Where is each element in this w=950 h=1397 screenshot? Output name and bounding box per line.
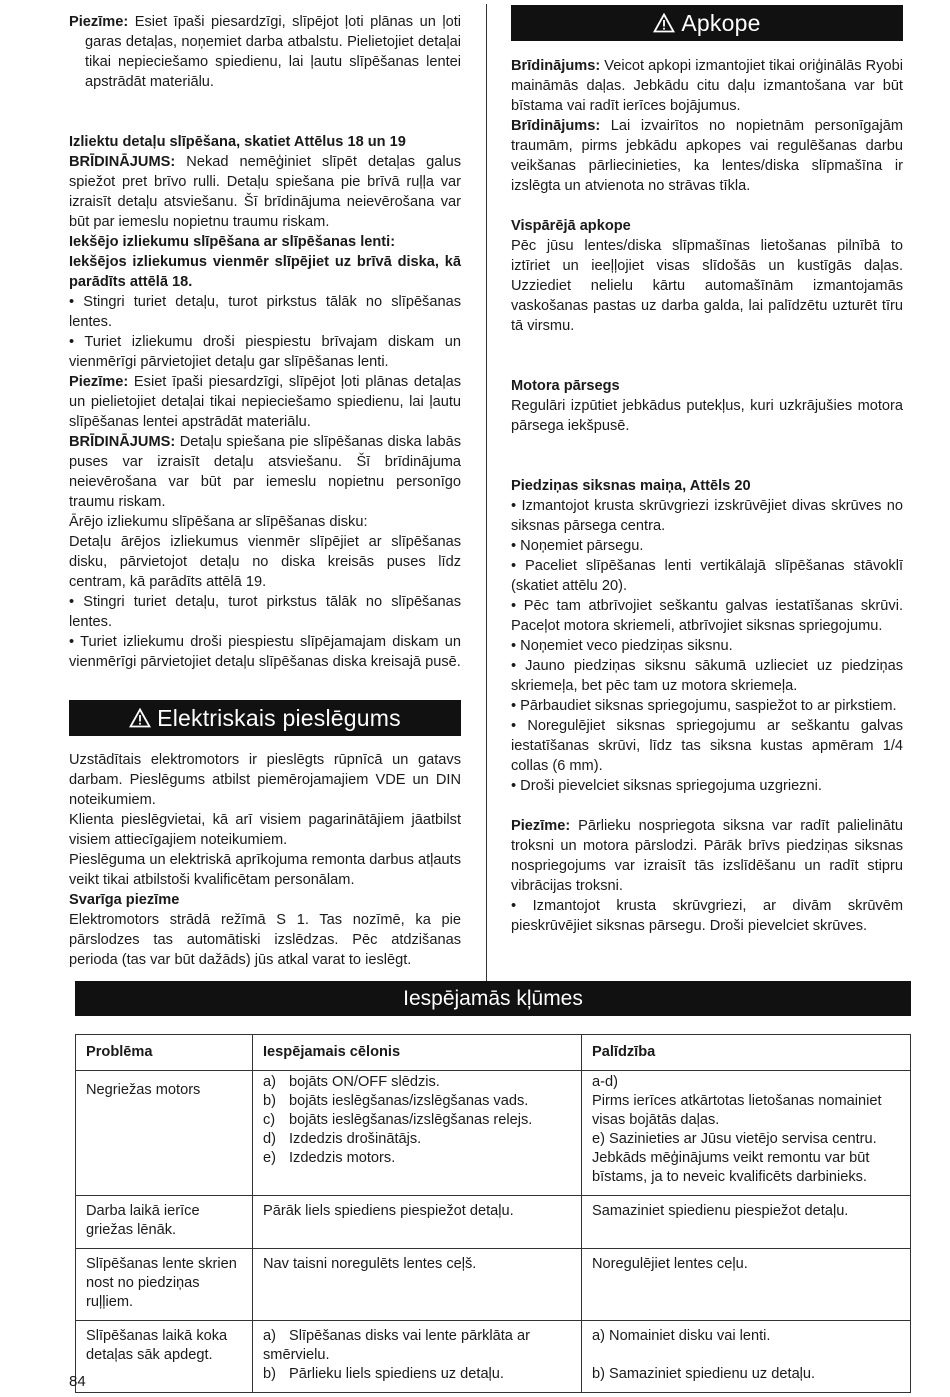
note-paragraph bbox=[69, 12, 461, 92]
belt-step: • Izmantojot krusta skrūvgriezi izskrūvējiet divas skrūves no siksnas pārsega centra. bbox=[511, 498, 903, 534]
cause-line bbox=[263, 1365, 571, 1384]
note-label: Piezīme: bbox=[69, 374, 129, 390]
cause-line bbox=[263, 1130, 571, 1149]
banner-title: Elektriskais pieslēgums bbox=[157, 705, 401, 731]
warning-paragraph bbox=[511, 56, 903, 116]
cause-label: a) bbox=[263, 1328, 276, 1344]
problem-cell: Slīpēšanas laikā koka detaļas sāk apdegt. bbox=[76, 1321, 253, 1393]
remedy-cell: Samaziniet spiedienu piespiežot detaļu. bbox=[582, 1196, 911, 1249]
warning-paragraph bbox=[511, 116, 903, 196]
outer-curve-heading: Ārējo izliekumu slīpēšana ar slīpēšanas disku: bbox=[69, 514, 368, 530]
column-header-problem: Problēma bbox=[76, 1035, 253, 1071]
maintenance-banner bbox=[511, 5, 903, 41]
general-maintenance-heading: Vispārējā apkope bbox=[511, 218, 631, 234]
cause-cell: Pārāk liels spiediens piespiežot detaļu. bbox=[253, 1196, 582, 1249]
inner-curve-heading: Iekšējo izliekumu slīpēšana ar slīpēšanas lenti: bbox=[69, 234, 396, 250]
cause-label: b) bbox=[263, 1366, 276, 1382]
remedy-line: Pirms ierīces atkārtotas lietošanas nomainiet visas bojātās daļas. bbox=[592, 1093, 882, 1128]
belt-step: • Noņemiet veco piedziņas siksnu. bbox=[511, 638, 733, 654]
cause-text: Izdedzis drošinātājs. bbox=[289, 1131, 422, 1147]
cause-line bbox=[263, 1073, 571, 1092]
left-column bbox=[69, 12, 461, 970]
note-paragraph bbox=[69, 372, 461, 432]
warning-triangle-icon bbox=[653, 13, 675, 33]
bullet-item: • Stingri turiet detaļu, turot pirkstus tālāk no slīpēšanas lentes. bbox=[69, 594, 461, 630]
warning-text: Veicot apkopi izmantojiet tikai oriģinālās Ryobi maināmās daļas. Jebkādu citu daļu izmantošana var būt bīstama vai radīt ierīces bojājumus. bbox=[511, 58, 903, 114]
inner-curve-instruction: Iekšējos izliekumus vienmēr slīpējiet uz brīvā diska, kā parādīts attēlā 18. bbox=[69, 254, 461, 290]
bullet-item: • Turiet izliekumu droši piespiestu slīpējamajam diskam un vienmērīgi pārvietojiet detaļu slīpēšanas diska kreisajā pusē. bbox=[69, 634, 461, 670]
remedy-line: b) Samaziniet spiedienu uz detaļu. bbox=[592, 1366, 816, 1382]
outer-curve-text: Detaļu ārējos izliekumus vienmēr slīpējiet ar slīpēšanas disku, pārvietojot detaļu no diska kreisās puses līdz centram, kā parādīts attēlā 19. bbox=[69, 534, 461, 590]
note-text: Pārlieku nospriegota siksna var radīt palielinātu troksni un motora pārslodzi. Pārāk brīvs piedziņas siksnas nospriegojums var izraisīt tās izslīdēšanu un radīt stipru vibrācijas troksni. bbox=[511, 818, 903, 894]
electric-paragraph: Uzstādītais elektromotors ir pieslēgts rūpnīcā un gatavs darbam. Pieslēgums atbilst piemērojamajiem VDE un DIN noteikumiem. bbox=[69, 752, 461, 808]
problem-cell: Slīpēšanas lente skrien nost no piedziņas ruļļiem. bbox=[76, 1249, 253, 1321]
cause-cell: Nav taisni noregulēts lentes ceļš. bbox=[253, 1249, 582, 1321]
warning-triangle-icon bbox=[129, 708, 151, 728]
belt-step: • Pārbaudiet siksnas spriegojumu, saspiežot to ar pirkstiem. bbox=[511, 698, 897, 714]
banner-title: Apkope bbox=[681, 10, 761, 36]
belt-step: • Jauno piedziņas siksnu sākumā uzlieciet uz piedziņas skriemeļa, bet pēc tam uz motora skriemeļa. bbox=[511, 658, 903, 694]
cause-line bbox=[263, 1327, 571, 1365]
cause-line bbox=[263, 1111, 571, 1130]
right-column bbox=[511, 5, 903, 936]
note-label: Piezīme: bbox=[511, 818, 571, 834]
warning-label: BRĪDINĀJUMS: bbox=[69, 154, 176, 170]
problem-cell: Darba laikā ierīce griežas lēnāk. bbox=[76, 1196, 253, 1249]
belt-step: • Noregulējiet siksnas spriegojumu ar seškantu galvas iestatīšanas skrūvi, līdz tas siksna kustas apmēram 1/4 collas (6 mm). bbox=[511, 718, 903, 774]
note-paragraph bbox=[511, 816, 903, 896]
cause-text: Slīpēšanas disks vai lente pārklāta ar smērvielu. bbox=[263, 1328, 530, 1363]
cause-label: d) bbox=[263, 1131, 276, 1147]
table-row bbox=[76, 1196, 911, 1249]
cause-text: bojāts ieslēgšanas/izslēgšanas vads. bbox=[289, 1093, 529, 1109]
problem-cell: Negriežas motors bbox=[76, 1071, 253, 1196]
cause-text: bojāts ON/OFF slēdzis. bbox=[289, 1074, 440, 1090]
belt-step: • Noņemiet pārsegu. bbox=[511, 538, 644, 554]
cause-text: Izdedzis motors. bbox=[289, 1150, 396, 1166]
note-text: Esiet īpaši piesardzīgi, slīpējot ļoti plānas un ļoti garas detaļas, noņemiet darba atbalstu. Pielietojiet detaļai tikai nepieciešamo spiedienu, lai ļautu slīpēšanas lentei apstrādāt materiālu. bbox=[85, 14, 461, 90]
belt-step: • Izmantojot krusta skrūvgriezi, ar divām skrūvēm pieskrūvējiet siksnas pārsegu. Droši pievelciet skrūves. bbox=[511, 898, 903, 934]
troubleshooting-banner: Iespējamās kļūmes bbox=[75, 981, 911, 1016]
important-note-text: Elektromotors strādā režīmā S 1. Tas nozīmē, ka pie pārslodzes tas automātiski izslēdzas. Pēc atdzišanas perioda (tas var būt dažāds) jūs atkal varat to ieslēgt. bbox=[69, 912, 461, 968]
note-text: Esiet īpaši piesardzīgi, slīpējot ļoti plānas detaļas un pielietojiet detaļai tikai nepieciešamo spiedienu, lai ļautu slīpēšanas lentei apstrādāt materiālu. bbox=[69, 374, 461, 430]
cause-line bbox=[263, 1149, 571, 1168]
cause-text: bojāts ieslēgšanas/izslēgšanas relejs. bbox=[289, 1112, 533, 1128]
warning-text: Nekad nemēģiniet slīpēt detaļas galus spiežot pret brīvo rulli. Detaļu spiešana pie brīvā ruļļa var izraisīt detaļu atsviešanu. Šī brīdinājuma neievērošana var būt par iemeslu nopietnu traumu riskam. bbox=[69, 154, 461, 230]
belt-change-heading: Piedziņas siksnas maiņa, Attēls 20 bbox=[511, 478, 751, 494]
belt-step: • Pēc tam atbrīvojiet seškantu galvas iestatīšanas skrūvi. Paceļot motora skriemeli, atbrīvojiet siksnas spriegojumu. bbox=[511, 598, 903, 634]
table-row bbox=[76, 1071, 911, 1196]
remedy-cell: Noregulējiet lentes ceļu. bbox=[582, 1249, 911, 1321]
warning-label: Brīdinājums: bbox=[511, 118, 601, 134]
bullet-item: • Turiet izliekumu droši piespiestu brīvajam diskam un vienmērīgi pārvietojiet detaļu gar slīpēšanas lenti. bbox=[69, 334, 461, 370]
table-row bbox=[76, 1249, 911, 1321]
cause-text: Pārlieku liels spiediens uz detaļu. bbox=[289, 1366, 504, 1382]
remedy-line: e) Sazinieties ar Jūsu vietējo servisa centru. Jebkāds mēģinājums veikt remontu var būt bīstams, ja to neveic kvalificēts darbinieks. bbox=[592, 1131, 877, 1185]
belt-step: • Droši pievelciet siksnas spriegojuma uzgriezni. bbox=[511, 778, 822, 794]
warning-label: BRĪDINĀJUMS: bbox=[69, 434, 176, 450]
warning-paragraph bbox=[69, 152, 461, 232]
warning-text: Lai izvairītos no nopietnām personīgajām traumām, pirms jebkādu apkopes vai regulēšanas darbu veikšanas pārliecinieties, ka lentes/diska slīpmašīna ir izslēgta un atvienota no strāvas tīkla. bbox=[511, 118, 903, 194]
bullet-item: • Stingri turiet detaļu, turot pirkstus tālāk no slīpēšanas lentes. bbox=[69, 294, 461, 330]
remedy-cell bbox=[582, 1071, 911, 1196]
cause-label: c) bbox=[263, 1112, 276, 1128]
table-header-row bbox=[76, 1035, 911, 1071]
remedy-cell bbox=[582, 1321, 911, 1393]
remedy-line bbox=[592, 1346, 900, 1365]
column-header-remedy: Palīdzība bbox=[582, 1035, 911, 1071]
warning-paragraph bbox=[69, 432, 461, 512]
column-header-cause: Iespējamais cēlonis bbox=[253, 1035, 582, 1071]
electric-connection-banner bbox=[69, 700, 461, 736]
remedy-line: a) Nomainiet disku vai lenti. bbox=[592, 1328, 771, 1344]
table-row bbox=[76, 1321, 911, 1393]
warning-text: Detaļu spiešana pie slīpēšanas diska labās puses var izraisīt detaļu atsviešanu. Šī brīdinājuma neievērošana var būt par iemeslu nopietnu personīgo traumu riskam. bbox=[69, 434, 461, 510]
cause-label: e) bbox=[263, 1150, 276, 1166]
curved-heading: Izliektu detaļu slīpēšana, skatiet Attēlus 18 un 19 bbox=[69, 134, 406, 150]
cause-label: a) bbox=[263, 1074, 276, 1090]
page-number: 84 bbox=[69, 1373, 86, 1390]
motor-cover-heading: Motora pārsegs bbox=[511, 378, 620, 394]
general-maintenance-text: Pēc jūsu lentes/diska slīpmašīnas lietošanas pilnībā to iztīriet un ieeļļojiet visas slīdošās un kustīgās daļas. Uzziediet nelielu kārtu automašīnām izmantojamās vaskošanas pastas uz darba galda, lai palīdzētu uzturēt tīru tā virsmu. bbox=[511, 238, 903, 334]
cause-line bbox=[263, 1092, 571, 1111]
electric-paragraph: Klienta pieslēgvietai, kā arī visiem pagarinātājiem jāatbilst visiem attiecīgajiem noteikumiem. bbox=[69, 812, 461, 848]
cause-cell bbox=[253, 1321, 582, 1393]
important-note-heading: Svarīga piezīme bbox=[69, 892, 180, 908]
column-divider bbox=[486, 4, 487, 982]
belt-step: • Paceliet slīpēšanas lenti vertikālajā slīpēšanas stāvoklī (skatiet attēlu 20). bbox=[511, 558, 903, 594]
electric-paragraph: Pieslēguma un elektriskā aprīkojuma remonta darbus atļauts veikt tikai atbilstoši kvalificētam personālam. bbox=[69, 852, 461, 888]
motor-cover-text: Regulāri izpūtiet jebkādus putekļus, kuri uzkrājušies motora pārsega iekšpusē. bbox=[511, 398, 903, 434]
troubleshooting-table bbox=[75, 1034, 911, 1393]
belt-steps-list bbox=[511, 496, 903, 796]
note-label: Piezīme: bbox=[69, 14, 129, 30]
warning-label: Brīdinājums: bbox=[511, 58, 601, 74]
remedy-line: a-d) bbox=[592, 1074, 618, 1090]
cause-cell bbox=[253, 1071, 582, 1196]
cause-label: b) bbox=[263, 1093, 276, 1109]
